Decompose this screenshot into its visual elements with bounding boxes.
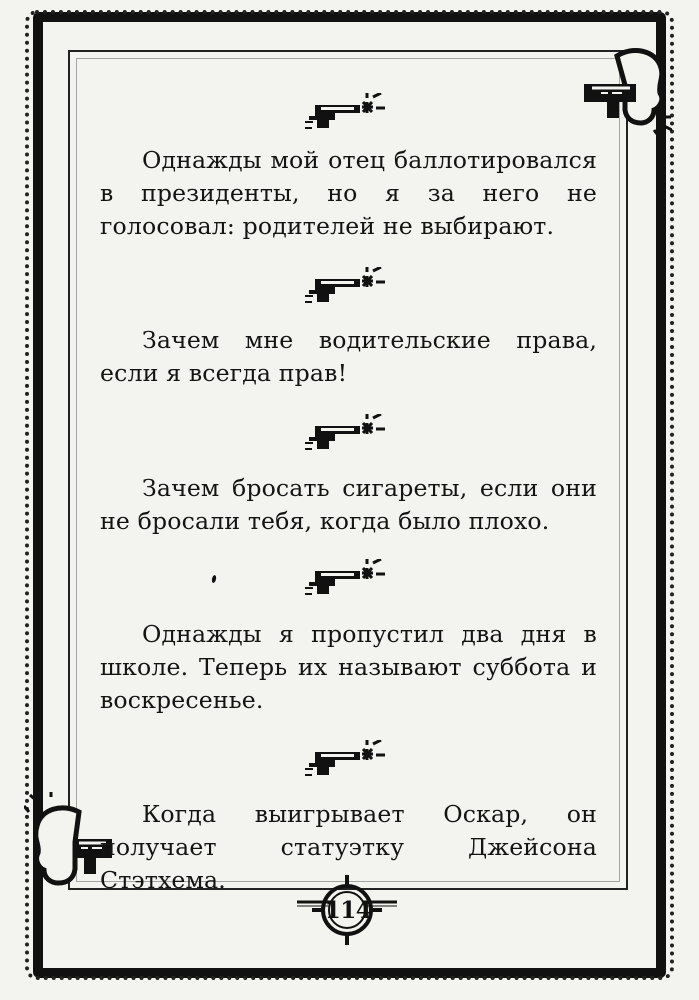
gunman-profile-top-right-icon xyxy=(572,38,672,143)
joke-text-1: Однажды мой отец баллотировался в президенты, но я за него не голосовал: родителей не выбирают. xyxy=(100,146,597,240)
pistol-icon-divider-2 xyxy=(305,267,390,313)
pistol-icon-divider-4 xyxy=(305,559,390,605)
pistol-icon-divider-5 xyxy=(305,740,390,786)
joke-text-3: Зачем бросать сигареты, если они не бросали тебя, когда было плохо. xyxy=(100,474,597,535)
pistol-icon-divider-3 xyxy=(305,414,390,460)
page-number: 114 xyxy=(324,897,372,924)
joke-text-5: Когда выигрывает Оскар, он получает статуэтку Джейсона Стэтхема. xyxy=(100,800,597,894)
joke-text-4: Однажды я пропустил два дня в школе. Теперь их называют суббота и воскресенье. xyxy=(100,620,597,714)
joke-text-2: Зачем мне водительские права, если я всегда прав! xyxy=(100,326,597,387)
pistol-icon-divider-1 xyxy=(305,93,390,139)
